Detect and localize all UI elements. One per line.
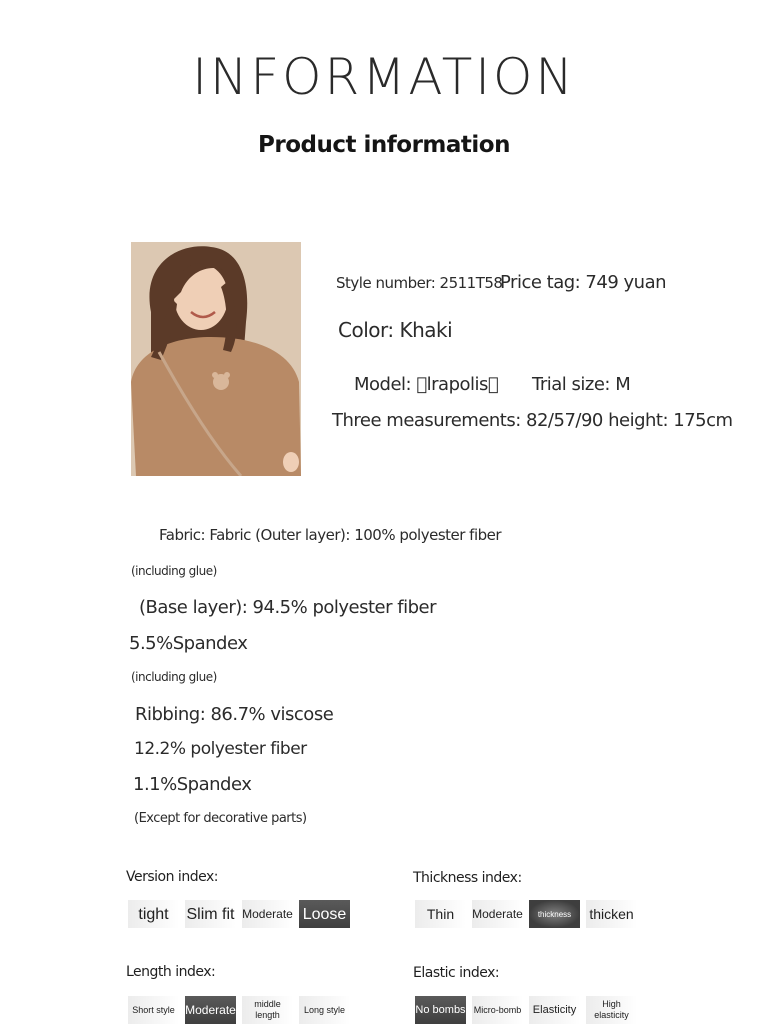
length-index-label: Length index:: [126, 964, 216, 980]
length-option-moderate: Moderate: [185, 996, 236, 1024]
version-index-scale: [128, 900, 350, 928]
elastic-index-scale: [415, 996, 637, 1024]
thickness-option-moderate: Moderate: [472, 900, 523, 928]
fabric-note: (Except for decorative parts): [134, 811, 307, 826]
thickness-option-thicken: thicken: [586, 900, 637, 928]
style-number: Style number: 2511T58: [336, 274, 503, 292]
page-heading: INFORMATION: [192, 48, 576, 106]
color-label: Color: Khaki: [338, 318, 453, 342]
fabric-line: Ribbing: 86.7% viscose: [135, 704, 334, 725]
elastic-index-label: Elastic index:: [413, 965, 500, 981]
fabric-line: 12.2% polyester fiber: [134, 739, 307, 759]
elastic-option-elasticity: Elasticity: [529, 996, 580, 1024]
price-tag: Price tag: 749 yuan: [500, 272, 667, 293]
version-option-slim-fit: Slim fit: [185, 900, 236, 928]
thickness-index-scale: [415, 900, 637, 928]
thickness-option-thickness: thickness: [529, 900, 580, 928]
thickness-option-thin: Thin: [415, 900, 466, 928]
fabric-note: (including glue): [131, 670, 217, 684]
fabric-note: (including glue): [131, 564, 217, 578]
trial-size: Trial size: M: [532, 374, 631, 395]
fabric-line: 1.1%Spandex: [133, 774, 252, 795]
length-index-scale: [128, 996, 350, 1024]
section-title: Product information: [258, 132, 510, 158]
version-option-moderate: Moderate: [242, 900, 293, 928]
product-photo: [131, 242, 301, 476]
elastic-option-high: High elasticity: [586, 996, 637, 1024]
length-option-long: Long style: [299, 996, 350, 1024]
thickness-index-label: Thickness index:: [413, 870, 522, 886]
length-option-short: Short style: [128, 996, 179, 1024]
fabric-line: (Base layer): 94.5% polyester fiber: [139, 597, 436, 618]
length-option-middle: middle length: [242, 996, 293, 1024]
elastic-option-micro-bomb: Micro-bomb: [472, 996, 523, 1024]
version-option-loose: Loose: [299, 900, 350, 928]
version-index-label: Version index:: [126, 869, 218, 885]
version-option-tight: tight: [128, 900, 179, 928]
model-name: Model:  lrapolis : [354, 374, 499, 395]
fabric-line: 5.5%Spandex: [129, 633, 248, 654]
fabric-line: Fabric: Fabric (Outer layer): 100% polyester fiber: [159, 526, 502, 544]
elastic-option-no-bombs: No bombs: [415, 996, 466, 1024]
measurements: Three measurements: 82/57/90 height: 175cm: [332, 410, 733, 431]
